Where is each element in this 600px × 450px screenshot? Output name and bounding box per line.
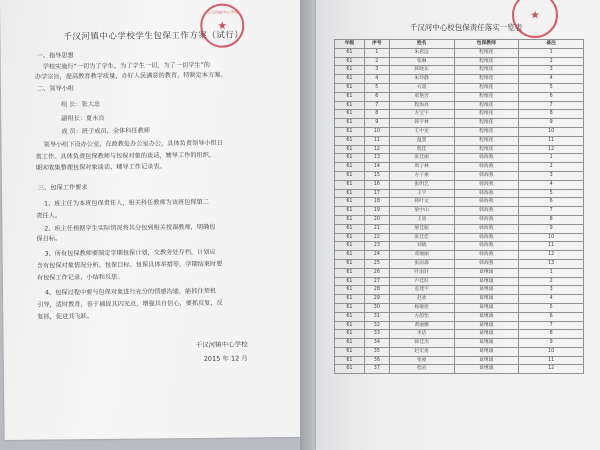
cell-teacher: 程维莲 bbox=[454, 127, 519, 136]
cell-name: 王中龙 bbox=[389, 127, 454, 136]
cell-remark: 11 bbox=[519, 242, 584, 251]
cell-grade: 61 bbox=[335, 198, 365, 207]
cell-grade: 61 bbox=[335, 110, 365, 119]
cell-name: 程岩 bbox=[389, 365, 454, 374]
cell-remark: 5 bbox=[519, 83, 584, 92]
cell-teacher: 葛继雄 bbox=[454, 286, 519, 295]
cell-name: 黄丽娜 bbox=[389, 321, 454, 330]
cell-teacher: 韩海燕 bbox=[454, 207, 519, 216]
duty-table bbox=[334, 39, 584, 374]
cell-remark: 1 bbox=[519, 48, 584, 57]
cell-teacher: 葛继雄 bbox=[454, 321, 519, 330]
cell-grade: 61 bbox=[335, 180, 365, 189]
table-row bbox=[335, 171, 584, 180]
cell-name: 张明艺 bbox=[389, 180, 454, 189]
cell-remark: 10 bbox=[519, 127, 584, 136]
table-row bbox=[335, 110, 584, 119]
cell-number: 22 bbox=[364, 233, 389, 242]
cell-grade: 61 bbox=[335, 154, 365, 163]
cell-grade: 61 bbox=[335, 48, 365, 57]
cell-name: 王勇 bbox=[389, 215, 454, 224]
document-line: 责任人。 bbox=[36, 212, 62, 220]
cell-number: 27 bbox=[364, 277, 389, 286]
cell-teacher: 葛继雄 bbox=[454, 303, 519, 312]
cell-remark: 8 bbox=[519, 110, 584, 119]
cell-remark: 7 bbox=[519, 207, 584, 216]
cell-grade: 61 bbox=[335, 83, 365, 92]
cell-remark: 6 bbox=[519, 198, 584, 207]
cell-name: 方宝宇 bbox=[389, 110, 454, 119]
document-line: 领导小组下设办公室，在政教处办公室办公，具体负责领导小组日 bbox=[43, 139, 223, 149]
table-row bbox=[335, 127, 584, 136]
cell-name: 张豪 bbox=[389, 356, 454, 365]
table-title: 千汉河中心校包保责任落实一览表 bbox=[409, 23, 523, 32]
table-row bbox=[335, 189, 584, 198]
cell-number: 24 bbox=[364, 251, 389, 260]
table-row bbox=[335, 57, 584, 66]
cell-name: 袁建宇 bbox=[389, 286, 454, 295]
table-row bbox=[335, 330, 584, 339]
cell-grade: 61 bbox=[335, 286, 365, 295]
cell-number: 9 bbox=[364, 119, 389, 128]
table-row bbox=[335, 277, 584, 286]
cell-remark: 3 bbox=[519, 66, 584, 75]
cell-remark: 10 bbox=[519, 347, 584, 356]
document-line: 1、班主任为本班包保责任人，相关科任教师为该班包保第二 bbox=[44, 198, 209, 208]
table-row bbox=[335, 92, 584, 101]
official-stamp-left bbox=[200, 3, 244, 47]
table-row bbox=[335, 259, 584, 268]
table-row bbox=[335, 365, 584, 374]
cell-name: 李洁 bbox=[389, 330, 454, 339]
cell-number: 33 bbox=[364, 330, 389, 339]
cell-name: 程海亮 bbox=[389, 101, 454, 110]
cell-name: 朱玲静 bbox=[389, 75, 454, 84]
table-row bbox=[335, 180, 584, 189]
cell-teacher: 程维莲 bbox=[454, 101, 519, 110]
cell-number: 4 bbox=[364, 75, 389, 84]
table-row bbox=[335, 339, 584, 348]
cell-grade: 61 bbox=[335, 339, 365, 348]
document-line: 4、包保过程中要与包保对象进行充分的情感沟通，能抓住契机 bbox=[45, 287, 217, 297]
right-document-page bbox=[316, 0, 600, 450]
cell-grade: 61 bbox=[335, 163, 365, 172]
cell-number: 8 bbox=[364, 110, 389, 119]
cell-name: 赵欢 bbox=[389, 295, 454, 304]
signature-org: 千汉河镇中心学校 bbox=[195, 340, 248, 349]
cell-teacher: 韩海燕 bbox=[454, 198, 519, 207]
cell-remark: 11 bbox=[519, 136, 584, 145]
cell-number: 3 bbox=[364, 66, 389, 75]
document-line: 办学宗旨，提高教育教学质量，办好人民满意的教育，特制定本方案。 bbox=[34, 71, 227, 81]
cell-number: 29 bbox=[364, 295, 389, 304]
table-row bbox=[335, 48, 584, 57]
cell-remark: 9 bbox=[519, 339, 584, 348]
table-row bbox=[335, 321, 584, 330]
cell-name: 韩晓东 bbox=[389, 66, 454, 75]
cell-remark: 2 bbox=[519, 163, 584, 172]
table-row bbox=[335, 136, 584, 145]
document-line: 复抓，促进其飞跃。 bbox=[37, 313, 94, 321]
cell-grade: 61 bbox=[335, 251, 365, 260]
table-row bbox=[335, 75, 584, 84]
cell-remark: 5 bbox=[519, 189, 584, 198]
cell-remark: 2 bbox=[519, 57, 584, 66]
cell-remark: 4 bbox=[519, 180, 584, 189]
table-row bbox=[335, 154, 584, 163]
cell-teacher: 程维莲 bbox=[454, 145, 519, 154]
cell-number: 35 bbox=[364, 347, 389, 356]
cell-name: 刘晓 bbox=[389, 242, 454, 251]
cell-name: 梁中山 bbox=[389, 207, 454, 216]
table-row bbox=[335, 145, 584, 154]
header-remark: 备注 bbox=[519, 40, 584, 49]
table-row bbox=[335, 233, 584, 242]
cell-remark: 8 bbox=[519, 330, 584, 339]
table-row bbox=[335, 101, 584, 110]
cell-name: 温慧 bbox=[389, 136, 454, 145]
table-row bbox=[335, 286, 584, 295]
cell-name: 杨敏伦 bbox=[389, 303, 454, 312]
cell-grade: 61 bbox=[335, 259, 365, 268]
cell-grade: 61 bbox=[335, 136, 365, 145]
cell-remark: 1 bbox=[519, 154, 584, 163]
cell-teacher: 韩海燕 bbox=[454, 224, 519, 233]
document-line: 三、包保工作要求 bbox=[37, 184, 88, 192]
cell-remark: 2 bbox=[519, 277, 584, 286]
document-line: 保目标。 bbox=[36, 235, 62, 243]
cell-remark: 13 bbox=[519, 259, 584, 268]
cell-name: 赵宏勇 bbox=[389, 347, 454, 356]
cell-grade: 61 bbox=[335, 268, 365, 277]
cell-grade: 61 bbox=[335, 330, 365, 339]
cell-number: 37 bbox=[364, 365, 389, 374]
cell-number: 25 bbox=[364, 259, 389, 268]
cell-number: 14 bbox=[364, 163, 389, 172]
cell-number: 32 bbox=[364, 321, 389, 330]
cell-name: 朱思远 bbox=[389, 48, 454, 57]
table-row bbox=[335, 66, 584, 75]
cell-name: 张琳 bbox=[389, 57, 454, 66]
table-row bbox=[335, 356, 584, 365]
table-row bbox=[335, 119, 584, 128]
cell-name: 卢佳旺 bbox=[389, 277, 454, 286]
cell-teacher: 程维莲 bbox=[454, 75, 519, 84]
cell-number: 10 bbox=[364, 127, 389, 136]
cell-name: 邢艳芳 bbox=[389, 92, 454, 101]
cell-teacher: 葛继雄 bbox=[454, 277, 519, 286]
cell-remark: 12 bbox=[519, 251, 584, 260]
cell-grade: 61 bbox=[335, 224, 365, 233]
document-title: 千汉河镇中心学校学生包保工作方案（试行） bbox=[63, 30, 244, 43]
cell-name: 梁佳振 bbox=[389, 224, 454, 233]
cell-number: 13 bbox=[364, 154, 389, 163]
cell-teacher: 程维莲 bbox=[454, 92, 519, 101]
cell-remark: 8 bbox=[519, 215, 584, 224]
cell-teacher: 韩海燕 bbox=[454, 189, 519, 198]
cell-grade: 61 bbox=[335, 101, 365, 110]
cell-teacher: 韩海燕 bbox=[454, 163, 519, 172]
header-name: 姓名 bbox=[389, 40, 454, 49]
cell-grade: 61 bbox=[335, 207, 365, 216]
cell-teacher: 程维莲 bbox=[454, 57, 519, 66]
cell-number: 16 bbox=[364, 180, 389, 189]
cell-grade: 61 bbox=[335, 57, 365, 66]
table-row bbox=[335, 312, 584, 321]
document-line: 成 员：班子成员、全体科任教师 bbox=[61, 127, 151, 136]
document-line: 有包保工作记录、小结和反思。 bbox=[36, 273, 124, 282]
cell-grade: 61 bbox=[335, 92, 365, 101]
cell-name: 韩宇林 bbox=[389, 119, 454, 128]
document-line: 常工作。具体负责包保教师与包保对象的谈话，辅导工作的组织， bbox=[35, 151, 216, 161]
cell-remark: 11 bbox=[519, 356, 584, 365]
document-line: 副组长：夏永良 bbox=[61, 114, 105, 123]
cell-number: 31 bbox=[364, 312, 389, 321]
table-row bbox=[335, 303, 584, 312]
cell-grade: 61 bbox=[335, 215, 365, 224]
cell-teacher: 程维莲 bbox=[454, 66, 519, 75]
cell-remark: 12 bbox=[519, 365, 584, 374]
cell-remark: 1 bbox=[519, 268, 584, 277]
cell-number: 1 bbox=[364, 48, 389, 57]
cell-number: 12 bbox=[364, 145, 389, 154]
cell-name: 方子豪 bbox=[389, 171, 454, 180]
cell-remark: 10 bbox=[519, 233, 584, 242]
document-line: 二、领导小组 bbox=[36, 85, 75, 93]
document-line: 期末收集整理包保对象谈话、辅导工作记录表。 bbox=[35, 163, 166, 172]
cell-teacher: 韩海燕 bbox=[454, 259, 519, 268]
document-line: 组 长：张大忠 bbox=[61, 100, 101, 109]
star-icon: ★ bbox=[530, 8, 540, 22]
cell-number: 28 bbox=[364, 286, 389, 295]
cell-grade: 61 bbox=[335, 277, 365, 286]
cell-teacher: 韩海燕 bbox=[454, 242, 519, 251]
cell-number: 23 bbox=[364, 242, 389, 251]
cell-name: 张雨森 bbox=[389, 259, 454, 268]
document-line: 一、指导思想 bbox=[36, 52, 74, 60]
cell-name: 叶雨轩 bbox=[389, 268, 454, 277]
cell-teacher: 韩海燕 bbox=[454, 154, 519, 163]
cell-remark: 9 bbox=[519, 224, 584, 233]
cell-name: 韩佳杰 bbox=[389, 339, 454, 348]
cell-remark: 12 bbox=[519, 145, 584, 154]
cell-teacher: 程维莲 bbox=[454, 119, 519, 128]
cell-teacher: 葛继雄 bbox=[454, 312, 519, 321]
cell-teacher: 葛继雄 bbox=[454, 268, 519, 277]
cell-number: 20 bbox=[364, 215, 389, 224]
cell-grade: 61 bbox=[335, 303, 365, 312]
cell-name: 邓丽丽 bbox=[389, 251, 454, 260]
header-teacher: 包保教师 bbox=[454, 40, 519, 49]
cell-number: 26 bbox=[364, 268, 389, 277]
cell-teacher: 程维莲 bbox=[454, 136, 519, 145]
table-row bbox=[335, 83, 584, 92]
cell-grade: 61 bbox=[335, 347, 365, 356]
cell-name: 张佳佳 bbox=[389, 233, 454, 242]
cell-teacher: 葛继雄 bbox=[454, 356, 519, 365]
cell-grade: 61 bbox=[335, 365, 365, 374]
cell-teacher: 韩海燕 bbox=[454, 171, 519, 180]
cell-grade: 61 bbox=[335, 295, 365, 304]
cell-teacher: 程维莲 bbox=[454, 48, 519, 57]
cell-grade: 61 bbox=[335, 171, 365, 180]
cell-number: 5 bbox=[364, 83, 389, 92]
table-row bbox=[335, 215, 584, 224]
cell-teacher: 葛继雄 bbox=[454, 339, 519, 348]
cell-grade: 61 bbox=[335, 75, 365, 84]
document-line: 学校实施行“一切为了学生，为了学生一切，为了一切学生”的 bbox=[42, 61, 211, 71]
cell-grade: 61 bbox=[335, 312, 365, 321]
cell-teacher: 葛继雄 bbox=[454, 295, 519, 304]
cell-grade: 61 bbox=[335, 66, 365, 75]
cell-grade: 61 bbox=[335, 233, 365, 242]
cell-remark: 3 bbox=[519, 171, 584, 180]
cell-number: 6 bbox=[364, 92, 389, 101]
cell-teacher: 葛继雄 bbox=[454, 365, 519, 374]
table-row bbox=[335, 163, 584, 172]
cell-remark: 6 bbox=[519, 92, 584, 101]
cell-name: 程佳 bbox=[389, 145, 454, 154]
cell-number: 30 bbox=[364, 303, 389, 312]
cell-grade: 61 bbox=[335, 127, 365, 136]
cell-grade: 61 bbox=[335, 145, 365, 154]
cell-remark: 7 bbox=[519, 321, 584, 330]
cell-remark: 9 bbox=[519, 119, 584, 128]
cell-number: 17 bbox=[364, 189, 389, 198]
cell-remark: 4 bbox=[519, 295, 584, 304]
cell-name: 周子林 bbox=[389, 163, 454, 172]
document-line: 含有包保对象情况分析、包保目标、包保具体举措等，学期结束时要 bbox=[36, 260, 223, 270]
star-icon: ★ bbox=[217, 19, 228, 33]
cell-number: 15 bbox=[364, 171, 389, 180]
cell-remark: 3 bbox=[519, 286, 584, 295]
table-row bbox=[335, 347, 584, 356]
cell-name: 王宇 bbox=[389, 189, 454, 198]
cell-number: 36 bbox=[364, 356, 389, 365]
cell-number: 21 bbox=[364, 224, 389, 233]
table-row bbox=[335, 251, 584, 260]
table-row bbox=[335, 224, 584, 233]
cell-grade: 61 bbox=[335, 321, 365, 330]
cell-grade: 61 bbox=[335, 119, 365, 128]
signature-date: 2015 年 12 月 bbox=[203, 354, 248, 363]
cell-teacher: 程维莲 bbox=[454, 83, 519, 92]
cell-grade: 61 bbox=[335, 189, 365, 198]
document-line: 3、所有包保教师要制定学期包保计划，交教务处存档，计划应 bbox=[44, 248, 216, 258]
table-row bbox=[335, 295, 584, 304]
cell-number: 2 bbox=[364, 57, 389, 66]
table-row bbox=[335, 198, 584, 207]
cell-name: 韩叶文 bbox=[389, 198, 454, 207]
cell-name: 方韵怡 bbox=[389, 312, 454, 321]
table-row bbox=[335, 242, 584, 251]
cell-number: 34 bbox=[364, 339, 389, 348]
header-grade: 年级 bbox=[335, 40, 365, 49]
header-number: 序号 bbox=[364, 40, 389, 49]
cell-number: 7 bbox=[364, 101, 389, 110]
cell-grade: 61 bbox=[335, 242, 365, 251]
document-line: 引导，适时教育，善于捕捉其闪光点，增强其自信心，要抓反复，反 bbox=[37, 299, 223, 309]
cell-teacher: 葛继雄 bbox=[454, 330, 519, 339]
cell-teacher: 韩海燕 bbox=[454, 215, 519, 224]
table-row bbox=[335, 268, 584, 277]
cell-teacher: 程维莲 bbox=[454, 110, 519, 119]
table-row bbox=[335, 207, 584, 216]
cell-teacher: 葛继雄 bbox=[454, 347, 519, 356]
cell-grade: 61 bbox=[335, 356, 365, 365]
cell-name: 方超 bbox=[389, 83, 454, 92]
cell-teacher: 韩海燕 bbox=[454, 251, 519, 260]
cell-teacher: 韩海燕 bbox=[454, 180, 519, 189]
cell-teacher: 韩海燕 bbox=[454, 233, 519, 242]
table-header-row bbox=[335, 40, 584, 49]
cell-number: 11 bbox=[364, 136, 389, 145]
cell-remark: 6 bbox=[519, 312, 584, 321]
stamp-text: 千汉河镇中心学校 bbox=[206, 9, 239, 15]
cell-remark: 7 bbox=[519, 101, 584, 110]
cell-remark: 5 bbox=[519, 303, 584, 312]
cell-name: 张佳丽 bbox=[389, 154, 454, 163]
document-line: 2、班主任根据学生实际情况将其分包到相关授课教师，明确包 bbox=[44, 223, 216, 233]
cell-remark: 4 bbox=[519, 75, 584, 84]
cell-number: 18 bbox=[364, 198, 389, 207]
cell-number: 19 bbox=[364, 207, 389, 216]
